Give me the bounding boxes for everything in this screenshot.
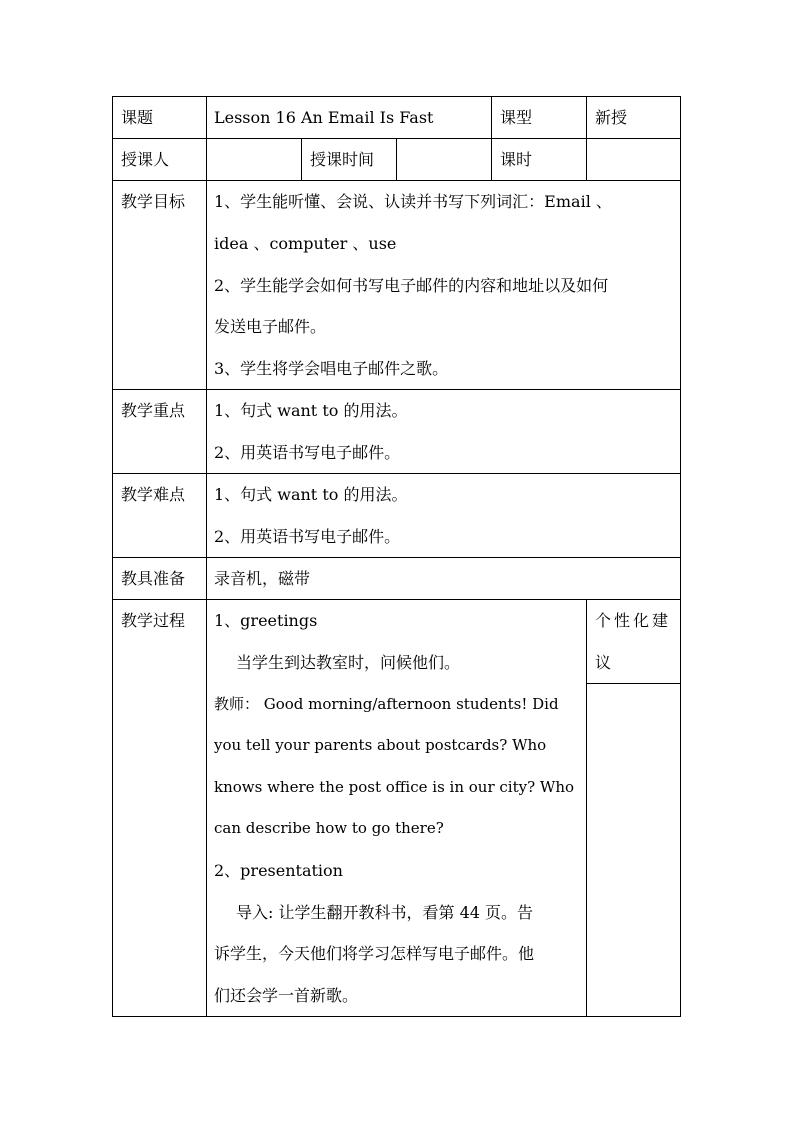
objectives-line: 2、学生能学会如何书写电子邮件的内容和地址以及如何 bbox=[214, 276, 609, 295]
lesson-type-label: 课型 bbox=[500, 108, 533, 127]
process-line: 当学生到达教室时，问候他们。 bbox=[236, 653, 461, 672]
process-line: can describe how to go there? bbox=[214, 819, 444, 837]
difficulties-label: 教学难点 bbox=[121, 485, 186, 504]
key-points-line: 2、用英语书写电子邮件。 bbox=[214, 443, 401, 462]
teacher-value bbox=[207, 139, 301, 180]
table-border-left bbox=[112, 96, 113, 1017]
objectives-line: 3、学生将学会唱电子邮件之歌。 bbox=[214, 359, 449, 378]
difficulties-line: 2、用英语书写电子邮件。 bbox=[214, 527, 401, 546]
process-line: 教师： Good morning/afternoon students! Did bbox=[214, 695, 559, 713]
personalized-suggestion-label: 议 bbox=[595, 653, 612, 672]
materials-value: 录音机，磁带 bbox=[214, 569, 311, 588]
lesson-type-value: 新授 bbox=[595, 108, 628, 127]
process-line: knows where the post office is in our city? Who bbox=[214, 778, 575, 796]
process-line: 导入: 让学生翻开教科书，看第 44 页。告 bbox=[236, 903, 534, 922]
key-points-line: 1、句式 want to 的用法。 bbox=[214, 401, 408, 420]
process-label: 教学过程 bbox=[121, 611, 186, 630]
objectives-line: 发送电子邮件。 bbox=[214, 317, 327, 336]
class-time-value bbox=[397, 139, 491, 180]
topic-value: Lesson 16 An Email Is Fast bbox=[214, 108, 434, 127]
personalized-suggestion-area[interactable] bbox=[587, 684, 680, 1016]
difficulties-line: 1、句式 want to 的用法。 bbox=[214, 485, 408, 504]
teacher-label: 授课人 bbox=[121, 150, 170, 169]
process-line: you tell your parents about postcards? Who bbox=[214, 736, 547, 754]
objectives-line: 1、学生能听懂、会说、认读并书写下列词汇：Email 、 bbox=[214, 192, 612, 211]
class-time-label: 授课时间 bbox=[310, 150, 375, 169]
table-border-bottom bbox=[112, 1016, 681, 1017]
class-hours-label: 课时 bbox=[500, 150, 533, 169]
personalized-suggestion-label: 个性化建 bbox=[595, 611, 672, 630]
process-line: 2、presentation bbox=[214, 861, 343, 880]
table-border-right bbox=[680, 96, 681, 1017]
process-line: 诉学生，今天他们将学习怎样写电子邮件。他 bbox=[214, 944, 535, 963]
process-line: 们还会学一首新歌。 bbox=[214, 986, 359, 1005]
key-points-label: 教学重点 bbox=[121, 401, 186, 420]
objectives-line: idea 、computer 、use bbox=[214, 234, 397, 253]
objectives-label: 教学目标 bbox=[121, 192, 186, 211]
materials-label: 教具准备 bbox=[121, 569, 186, 588]
class-hours-value bbox=[587, 139, 680, 180]
topic-label: 课题 bbox=[121, 108, 154, 127]
process-line: 1、greetings bbox=[214, 611, 318, 630]
